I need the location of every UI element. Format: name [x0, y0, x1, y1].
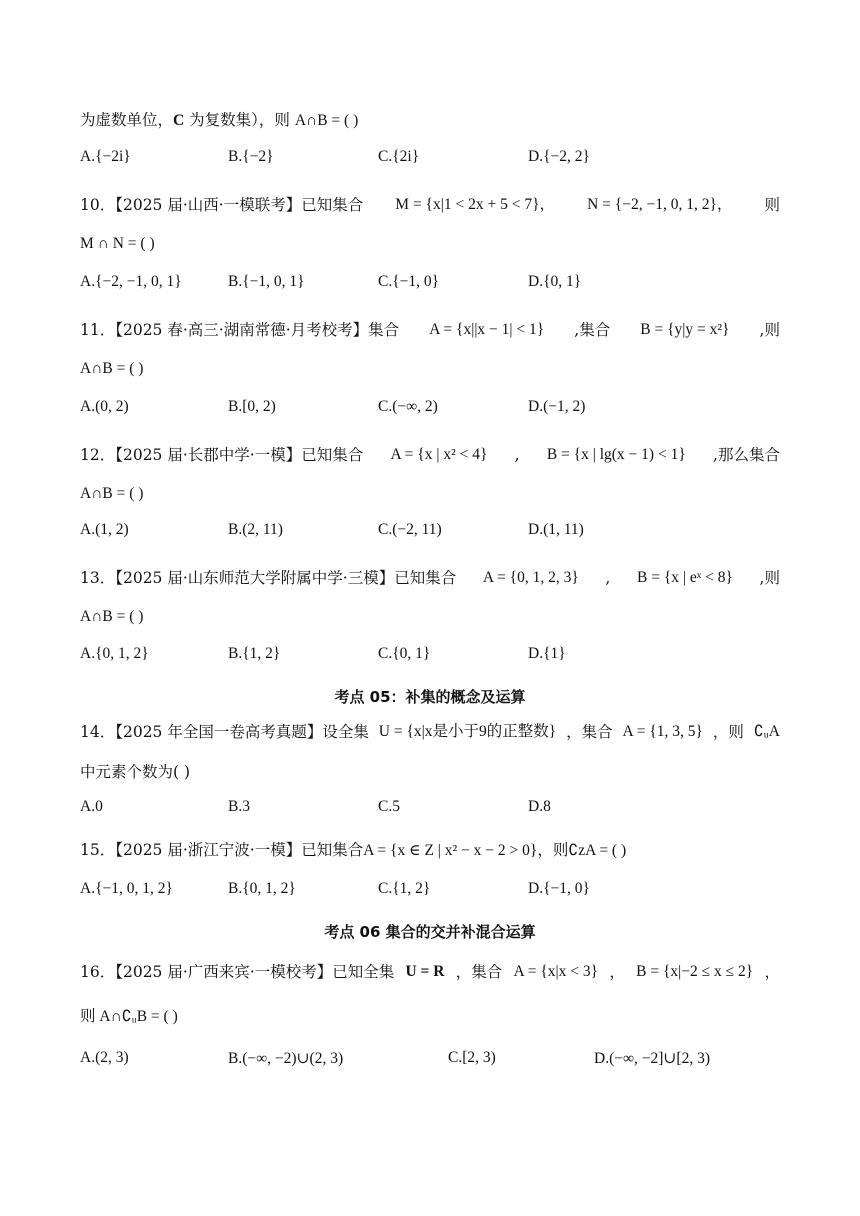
q10-options	[80, 273, 800, 299]
q11-text	[80, 318, 780, 342]
q10-text-line2: M ∩ N = ( )	[80, 235, 155, 252]
q13-text-part: A = {0, 1, 2, 3}	[482, 569, 579, 586]
q14-text-part: ∁ᵤA	[753, 723, 780, 740]
q14-option-b[interactable]: B.3	[228, 798, 250, 815]
q10-option-a[interactable]: A.{−2, −1, 0, 1}	[80, 273, 182, 290]
q13-text-part: 13．【2025 届·山东师范大学附属中学·三模】已知集合	[80, 569, 457, 587]
q15-text	[80, 838, 780, 863]
q14-text-part: A = {1, 3, 5}	[622, 723, 703, 740]
q16-text-part: ，	[609, 963, 625, 981]
q16-option-d[interactable]: D.(−∞, −2]∪[2, 3)	[594, 1050, 710, 1067]
q10-text	[80, 193, 780, 217]
q13-text	[80, 566, 780, 590]
q10-option-c[interactable]: C.{−1, 0}	[378, 273, 440, 290]
q14-text-part: 14．【2025 年全国一卷高考真题】设全集	[80, 723, 369, 741]
section-heading-06: 考点 06 集合的交并补混合运算	[324, 923, 536, 941]
q11-text-part: 11．【2025 春·高三·湖南常德·月考校考】集合	[80, 321, 400, 339]
q16-text-line2: 则 A∩∁ᵤB = ( )	[80, 1008, 178, 1025]
q11-text-part: A = {x||x − 1| < 1}	[429, 321, 545, 338]
q11-option-c[interactable]: C.(−∞, 2)	[378, 398, 438, 415]
q15-option-b[interactable]: B.{0, 1, 2}	[228, 880, 296, 897]
q16-options	[80, 1049, 800, 1075]
q16-text-part: U = R	[405, 963, 445, 980]
q12-text-part: ,那么集合	[713, 446, 780, 464]
q10-option-d[interactable]: D.{0, 1}	[528, 273, 582, 290]
q11-text-part: B = {y|y = x²}	[640, 321, 730, 338]
q16-text-part: ，集合	[455, 963, 503, 981]
q13-text-part: B = {x | eˣ < 8}	[636, 569, 733, 586]
q16-text-part: 16．【2025 届·广西来宾·一模校考】已知全集	[80, 963, 395, 981]
q12-option-c[interactable]: C.(−2, 11)	[378, 521, 442, 538]
q14-option-a[interactable]: A.0	[80, 798, 103, 815]
q15-text-part: ，则	[537, 841, 569, 859]
q10-text-part: N = {−2, −1, 0, 1, 2}，	[587, 196, 733, 213]
q11-text-line2: A∩B = ( )	[80, 360, 144, 377]
q15-option-a[interactable]: A.{−1, 0, 1, 2}	[80, 880, 173, 897]
q11-option-b[interactable]: B.[0, 2)	[228, 398, 276, 415]
q12-option-b[interactable]: B.(2, 11)	[228, 521, 283, 538]
q14-text-line2: 中元素个数为( )	[80, 763, 191, 781]
q13-text-part: ,	[605, 569, 611, 587]
q14-option-d[interactable]: D.8	[528, 798, 551, 815]
q12-option-a[interactable]: A.(1, 2)	[80, 521, 129, 538]
q12-option-d[interactable]: D.(1, 11)	[528, 521, 584, 538]
q9-options	[80, 148, 800, 174]
q13-option-b[interactable]: B.{1, 2}	[228, 645, 281, 662]
q13-text-part: ,则	[759, 569, 780, 587]
q10-text-part: M = {x|1 < 2x + 5 < 7}，	[395, 196, 556, 213]
q11-text-part: ,则	[759, 321, 780, 339]
q12-options	[80, 521, 800, 547]
q12-text	[80, 443, 780, 467]
q11-options	[80, 398, 800, 424]
q14-options	[80, 798, 800, 824]
q15-text-part: 15．【2025 届·浙江宁波·一模】已知集合	[80, 841, 364, 859]
q9-option-b[interactable]: B.{−2}	[228, 148, 274, 165]
q15-option-d[interactable]: D.{−1, 0}	[528, 880, 590, 897]
q15-text-part: A = {x ∈ Z | x² − x − 2 > 0}	[363, 842, 538, 859]
q9-text-part: 为复数集），则	[184, 111, 295, 129]
q9-text	[80, 108, 780, 133]
q12-text-line2: A∩B = ( )	[80, 485, 144, 502]
q16-text-part: B = {x|−2 ≤ x ≤ 2}	[636, 963, 754, 980]
q9-text-part: 为虚数单位，	[80, 111, 174, 129]
q10-text-part: 则	[764, 196, 780, 214]
q10-text-part: 10．【2025 届·山西·一模联考】已知集合	[80, 196, 364, 214]
q14-text-part: ，则	[712, 723, 744, 741]
q16-option-b[interactable]: B.(−∞, −2)∪(2, 3)	[228, 1050, 344, 1067]
q9-text-part: A∩B = ( )	[294, 112, 359, 129]
q13-option-d[interactable]: D.{1}	[528, 645, 566, 662]
q12-text-part: ,	[514, 446, 520, 464]
q13-text-line2: A∩B = ( )	[80, 608, 144, 625]
q13-option-a[interactable]: A.{0, 1, 2}	[80, 645, 149, 662]
q13-options	[80, 645, 800, 671]
q11-option-d[interactable]: D.(−1, 2)	[528, 398, 586, 415]
q15-options	[80, 880, 800, 906]
q14-text	[80, 720, 780, 744]
q16-option-a[interactable]: A.(2, 3)	[80, 1049, 129, 1066]
q14-option-c[interactable]: C.5	[378, 798, 400, 815]
q15-text-part: ∁ᴢA = ( )	[568, 842, 627, 859]
q11-option-a[interactable]: A.(0, 2)	[80, 398, 129, 415]
q15-option-c[interactable]: C.{1, 2}	[378, 880, 431, 897]
q12-text-part: 12．【2025 届·长郡中学·一模】已知集合	[80, 446, 364, 464]
q14-text-part: ，集合	[566, 723, 613, 741]
q9-option-d[interactable]: D.{−2, 2}	[528, 148, 590, 165]
q9-text-part: C	[173, 112, 185, 129]
q16-text-part: A = {x|x < 3}	[513, 963, 599, 980]
q12-text-part: A = {x | x² < 4}	[390, 446, 488, 463]
section-heading-05: 考点 05：补集的概念及运算	[334, 688, 526, 706]
q10-option-b[interactable]: B.{−1, 0, 1}	[228, 273, 305, 290]
q14-text-part: U = {x|x是小于9的正整数}	[378, 723, 557, 740]
q9-option-c[interactable]: C.{2i}	[378, 148, 420, 165]
q16-text	[80, 960, 780, 984]
q16-text-part: ，	[764, 963, 780, 981]
q11-text-part: ,集合	[574, 321, 611, 339]
q13-option-c[interactable]: C.{0, 1}	[378, 645, 431, 662]
q16-option-c[interactable]: C.[2, 3)	[448, 1049, 496, 1066]
q12-text-part: B = {x | lg(x − 1) < 1}	[546, 446, 686, 463]
q9-option-a[interactable]: A.{−2i}	[80, 148, 131, 165]
